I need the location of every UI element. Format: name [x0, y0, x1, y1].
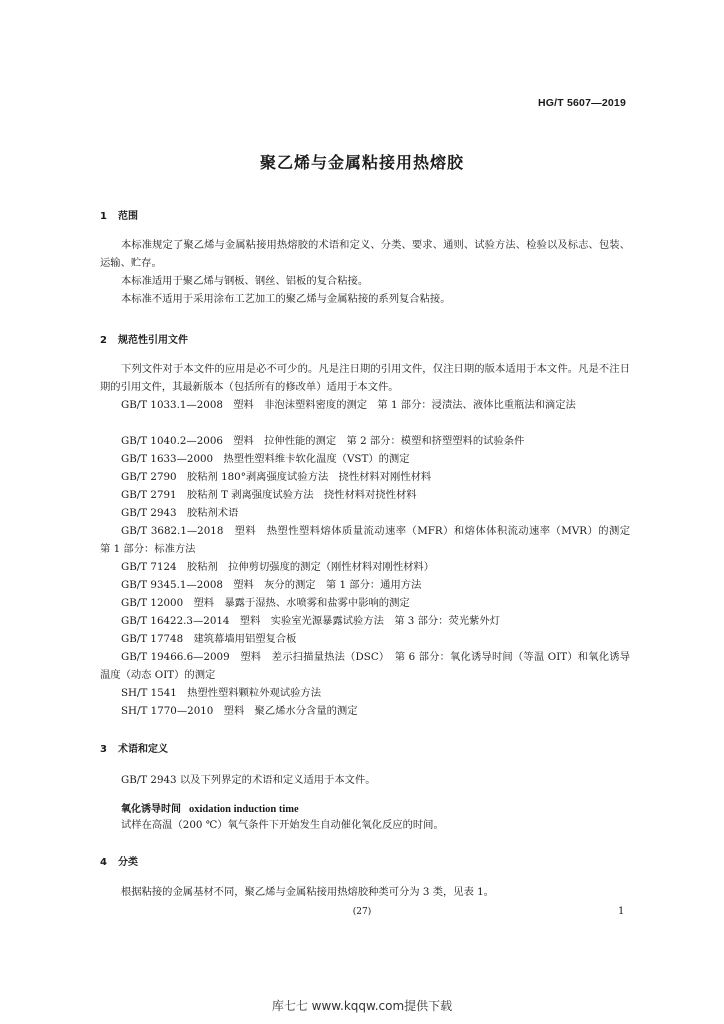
watermark-text: 库七七 www.kqqw.com提供下载	[271, 999, 453, 1013]
section-title: 分类	[118, 857, 138, 868]
section-number: 1	[100, 211, 107, 222]
ref-item: SH/T 1770—2010 塑料 聚乙烯水分含量的测定	[121, 705, 358, 717]
term-heading	[121, 800, 299, 815]
section-number: 2	[100, 335, 107, 346]
section-number: 4	[100, 857, 107, 868]
section-number: 3	[100, 744, 107, 755]
ref-item: GB/T 2943 胶粘剂术语	[121, 507, 239, 519]
section-4-heading	[100, 853, 138, 868]
section-3-heading	[100, 740, 168, 755]
ref-item: GB/T 12000 塑料 暴露于湿热、水喷雾和盐雾中影响的测定	[121, 597, 410, 609]
section-title: 规范性引用文件	[118, 335, 188, 346]
section-2-intro: 下列文件对于本文件的应用是必不可少的。凡是注日期的引用文件，仅注日期的版本适用于本文件。凡是不注日期的引用文件，其最新版本（包括所有的修改单）适用于本文件。	[100, 363, 630, 393]
section-2-heading	[100, 331, 188, 346]
section-3-intro: GB/T 2943 以及下列界定的术语和定义适用于本文件。	[121, 774, 376, 786]
ref-item: GB/T 2791 胶粘剂 T 剥离强度试验方法 挠性材料对挠性材料	[121, 489, 417, 501]
ref-item: GB/T 17748 建筑幕墙用铝塑复合板	[121, 633, 297, 645]
term-chinese: 氧化诱导时间	[121, 804, 181, 815]
ref-item: SH/T 1541 热塑性塑料颗粒外观试验方法	[121, 687, 322, 699]
ref-item: GB/T 2790 胶粘剂 180°剥离强度试验方法 挠性材料对刚性材料	[121, 471, 432, 483]
term-english: oxidation induction time	[189, 804, 299, 815]
ref-item: GB/T 1033.1—2008 塑料 非泡沫塑料密度的测定 第 1 部分：浸渍法、液体比重瓶法和滴定法	[121, 399, 576, 411]
section-1-heading	[100, 207, 138, 222]
section-title: 术语和定义	[118, 744, 168, 755]
document-title: 聚乙烯与金属粘接用热熔胶	[259, 153, 464, 172]
ref-item: GB/T 1633—2000 热塑性塑料维卡软化温度（VST）的测定	[121, 453, 410, 465]
ref-item: GB/T 16422.3—2014 塑料 实验室光源暴露试验方法 第 3 部分：荧光紫外灯	[121, 615, 501, 627]
ref-item: GB/T 9345.1—2008 塑料 灰分的测定 第 1 部分：通用方法	[121, 579, 422, 591]
section-4-para-1: 根据粘接的金属基材不同，聚乙烯与金属粘接用热熔胶种类可分为 3 类，见表 1。	[121, 886, 495, 898]
ref-item: GB/T 1040.2—2006 塑料 拉伸性能的测定 第 2 部分：模塑和挤塑塑料的试验条件	[121, 435, 525, 447]
section-1-para-3: 本标准不适用于采用涂布工艺加工的聚乙烯与金属粘接的系列复合粘接。	[121, 293, 451, 305]
page-number-right: 1	[618, 906, 625, 917]
standard-number: HG/T 5607—2019	[537, 97, 626, 109]
term-definition: 试样在高温（200 ℃）氧气条件下开始发生自动催化氧化反应的时间。	[121, 819, 444, 831]
section-1-para-1: 本标准规定了聚乙烯与金属粘接用热熔胶的术语和定义、分类、要求、通则、试验方法、检验以及标志、包装、运输、贮存。	[100, 239, 630, 269]
section-title: 范围	[118, 211, 138, 222]
section-1-para-2: 本标准适用于聚乙烯与钢板、钢丝、铝板的复合粘接。	[121, 275, 369, 287]
ref-item: GB/T 7124 胶粘剂 拉伸剪切强度的测定（刚性材料对刚性材料）	[121, 561, 435, 573]
ref-item: GB/T 19466.6—2009 塑料 差示扫描量热法（DSC） 第 6 部分：氧化诱导时间（等温 OIT）和氧化诱导温度（动态 OIT）的测定	[100, 651, 630, 681]
page-number-center: (27)	[352, 907, 372, 917]
ref-item: GB/T 3682.1—2018 塑料 热塑性塑料熔体质量流动速率（MFR）和熔体体积流动速率（MVR）的测定 第 1 部分：标准方法	[100, 525, 641, 555]
